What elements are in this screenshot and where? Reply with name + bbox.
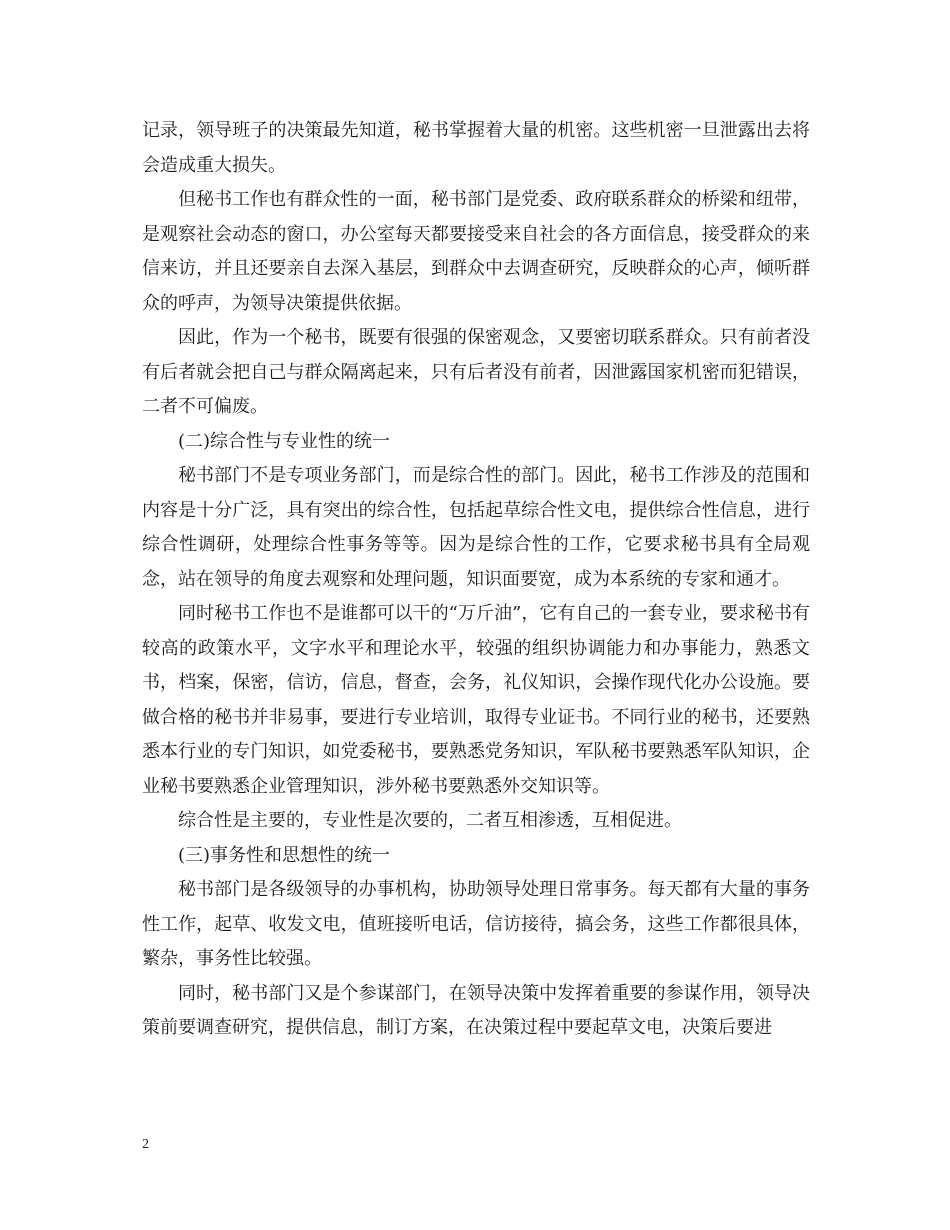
paragraph-7: 综合性是主要的，专业性是次要的，二者互相渗透，互相促进。 — [178, 810, 682, 831]
section-heading-2: (二)综合性与专业性的统一 — [178, 430, 391, 452]
paragraph-6: 同时秘书工作也不是谁都可以干的“万斤油”，它有自己的一套专业，要求秘书有较高的政策水平，文字水平和理论水平，较强的组织协调能力和办事能力，熟悉文书，档案，保密，信访，信息，督查，会务，礼仪知识，会操作现代化办公设施。要做合格的秘书并非易事，要进行专业培训，取得专业证书。不同行业的秘书，还要熟悉本行业的专门知识，如党委秘书，要熟悉党务知识，军队秘书要熟悉军队知识，企业秘书要熟悉企业管理知识，涉外秘书要熟悉外交知识等。 — [142, 603, 810, 797]
paragraph-1: 记录，领导班子的决策最先知道，秘书掌握着大量的机密。这些机密一旦泄露出去将会造成重大损失。 — [142, 120, 810, 176]
page-number: 2 — [142, 1137, 149, 1152]
document-body — [142, 114, 810, 1046]
section-heading-3: (三)事务性和思想性的统一 — [178, 844, 391, 866]
paragraph-9: 秘书部门是各级领导的办事机构，协助领导处理日常事务。每天都有大量的事务性工作，起草、收发文电，值班接听电话，信访接待，搞会务，这些工作都很具体，繁杂，事务性比较强。 — [142, 879, 810, 969]
paragraph-2: 但秘书工作也有群众性的一面，秘书部门是党委、政府联系群众的桥梁和纽带，是观察社会动态的窗口，办公室每天都要接受来自社会的各方面信息，接受群众的来信来访，并且还要亲自去深入基层，到群众中去调查研究，反映群众的心声，倾听群众的呼声，为领导决策提供依据。 — [142, 189, 810, 314]
paragraph-10: 同时，秘书部门又是个参谋部门，在领导决策中发挥着重要的参谋作用，领导决策前要调查研究，提供信息，制订方案，在决策过程中要起草文电，决策后要进 — [142, 982, 810, 1038]
paragraph-5: 秘书部门不是专项业务部门，而是综合性的部门。因此，秘书工作涉及的范围和内容是十分广泛，具有突出的综合性，包括起草综合性文电，提供综合性信息，进行综合性调研，处理综合性事务等等。因为是综合性的工作，它要求秘书具有全局观念，站在领导的角度去观察和处理问题，知识面要宽，成为本系统的专家和通才。 — [142, 465, 810, 590]
paragraph-3: 因此，作为一个秘书，既要有很强的保密观念，又要密切联系群众。只有前者没有后者就会把自己与群众隔离起来，只有后者没有前者，因泄露国家机密而犯错误，二者不可偏废。 — [142, 327, 810, 417]
